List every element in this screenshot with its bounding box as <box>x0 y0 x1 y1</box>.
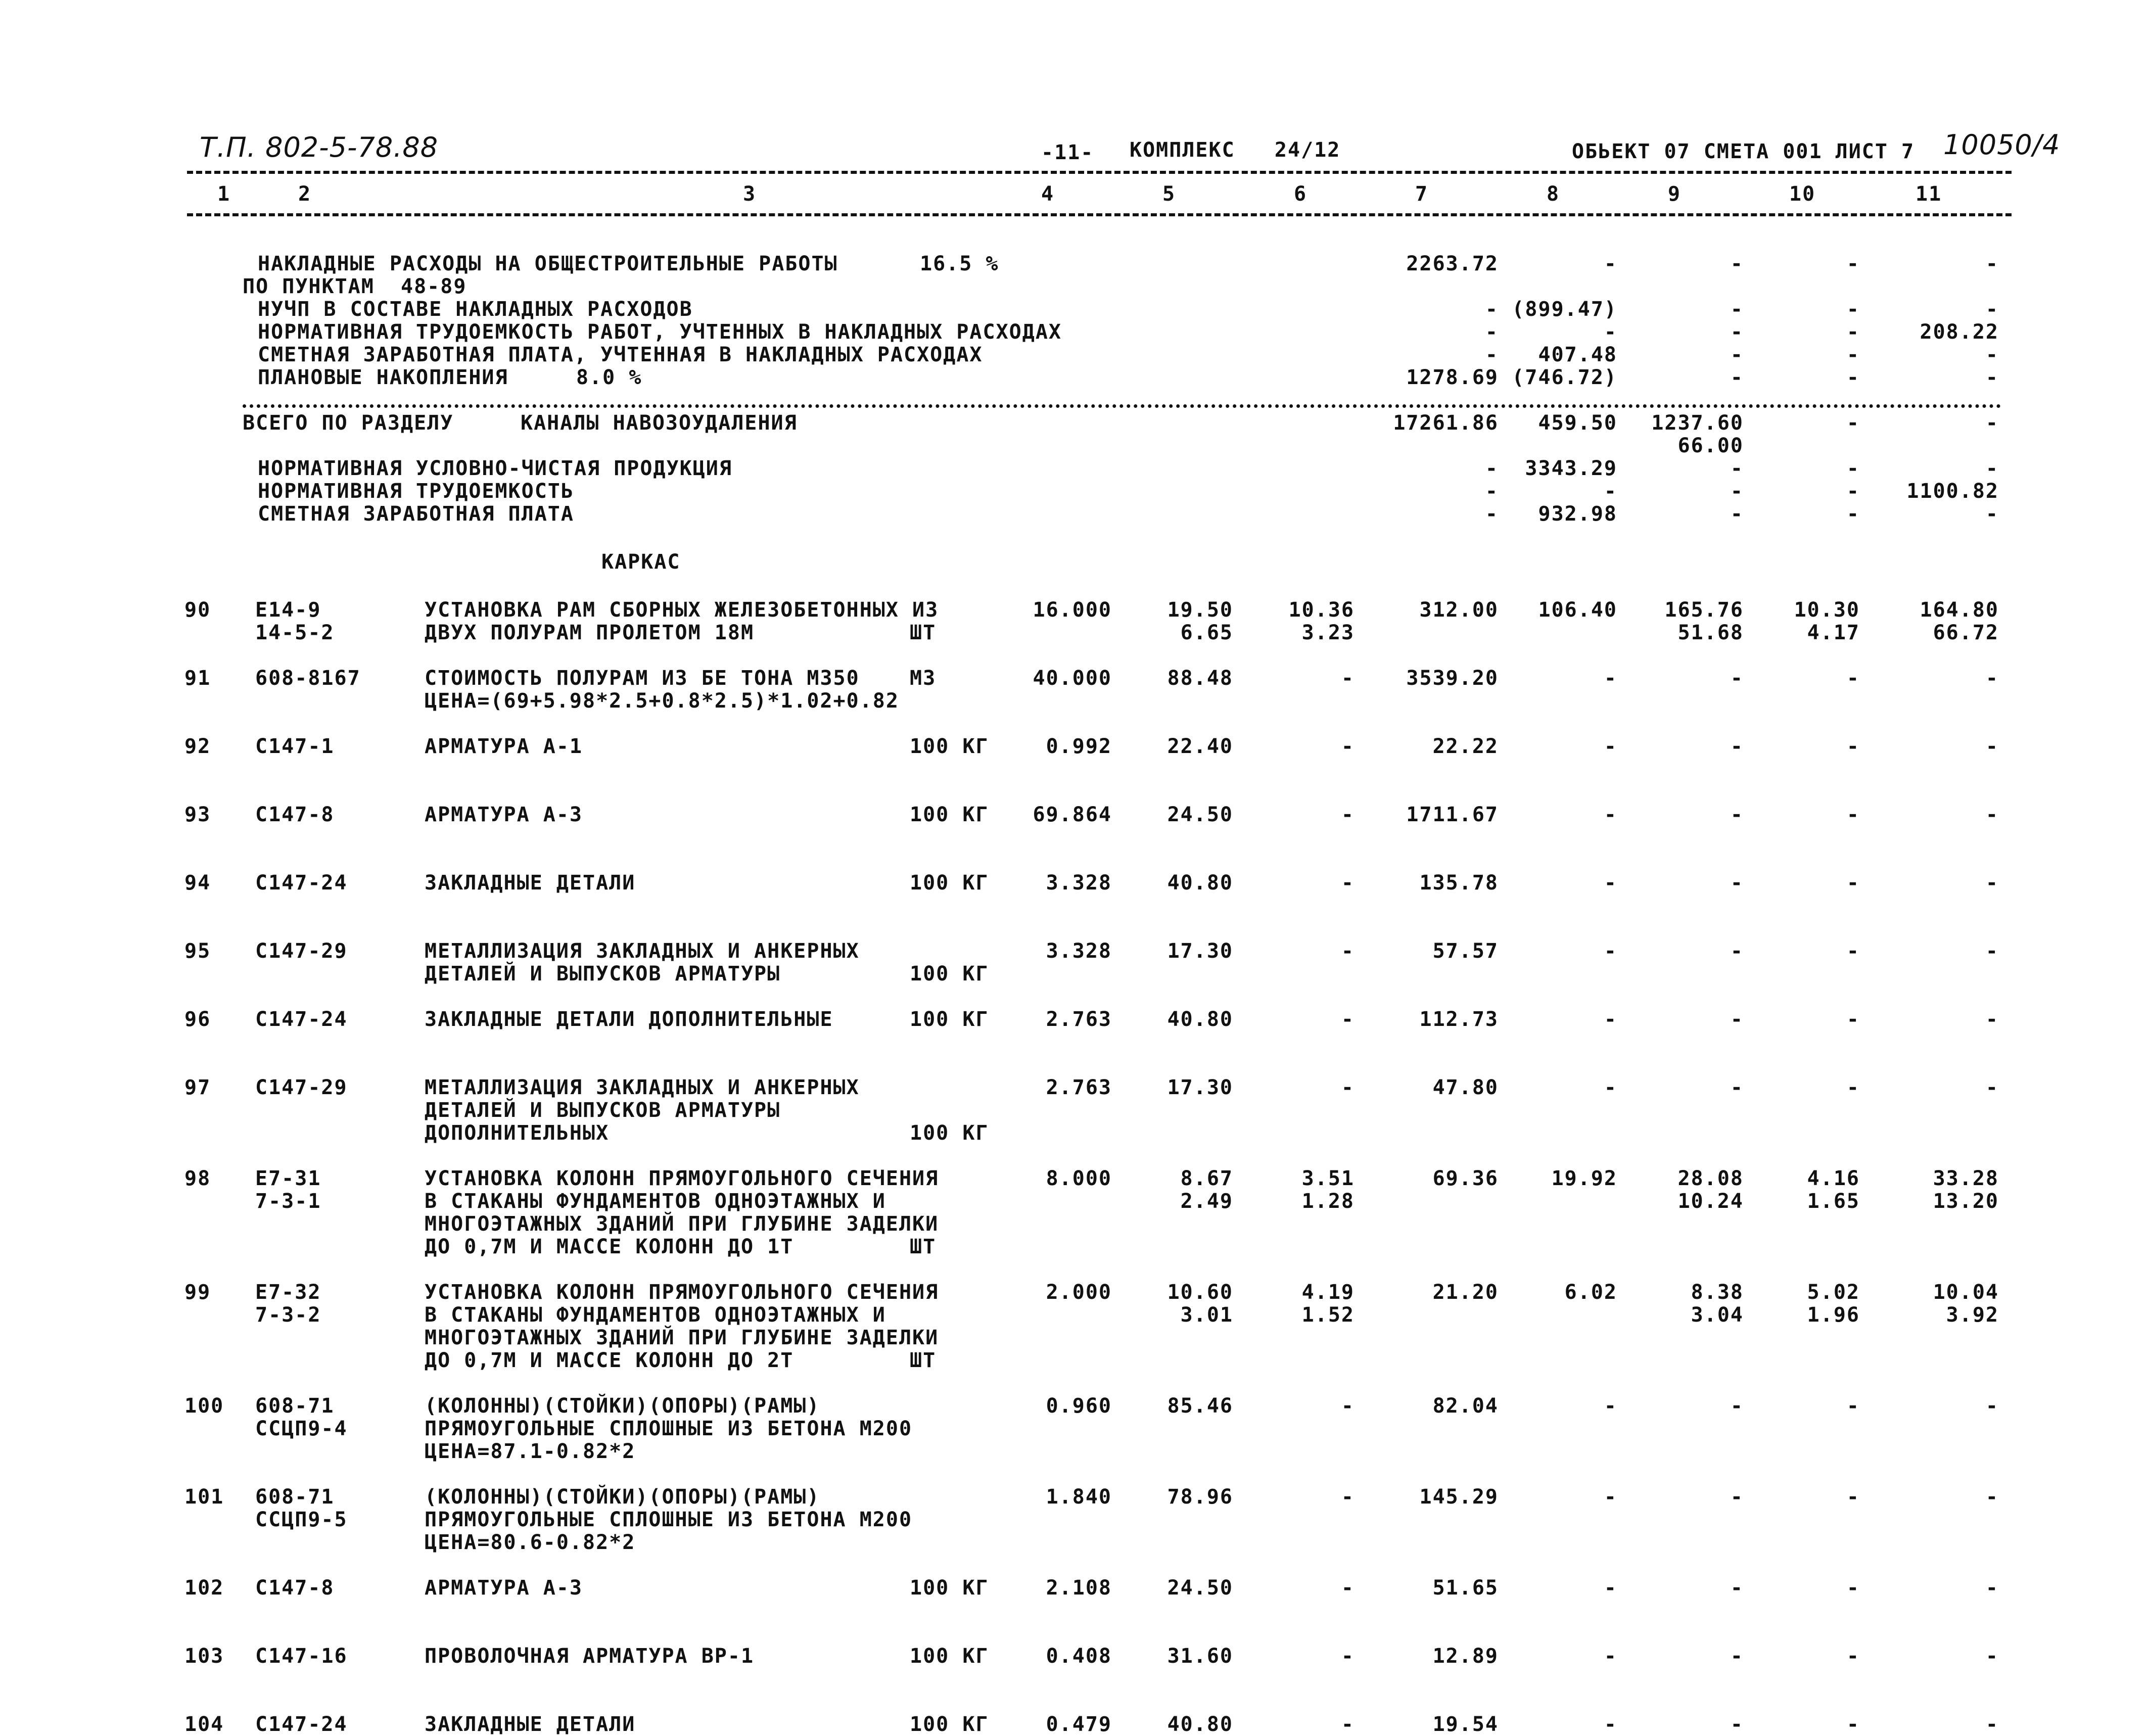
row-c5: 19.50 <box>1167 598 1233 622</box>
column-header-9: 9 <box>1668 182 1681 206</box>
row-c6: - <box>1341 871 1354 895</box>
row-c10: - <box>1846 871 1860 895</box>
overhead-c7: - <box>1485 343 1499 366</box>
row-name: ЦЕНА=87.1-0.82*2 <box>425 1440 636 1463</box>
row-name: ПРЯМОУГОЛЬНЫЕ СПЛОШНЫЕ ИЗ БЕТОНА М200 <box>425 1417 913 1440</box>
row-c6: - <box>1341 667 1354 690</box>
row-c9: 51.68 <box>1677 621 1744 644</box>
column-header-6: 6 <box>1294 182 1307 206</box>
row-c11: 13.20 <box>1933 1190 1999 1213</box>
section-total-c7: 17261.86 <box>1393 411 1499 435</box>
section-total-c9-extra: 66.00 <box>1677 434 1744 457</box>
row-c6: - <box>1341 1576 1354 1600</box>
column-header-4: 4 <box>1041 182 1055 206</box>
page-number: -11- <box>1041 141 1094 164</box>
section-total-label: ВСЕГО ПО РАЗДЕЛУ <box>243 411 454 435</box>
overhead-c11: - <box>1985 366 1999 389</box>
column-header-8: 8 <box>1547 182 1560 206</box>
row-c8: - <box>1604 1576 1617 1600</box>
row-unit: 100 КГ <box>910 1645 989 1668</box>
row-number: 92 <box>184 735 211 758</box>
row-number: 99 <box>184 1281 211 1304</box>
row-c6: 10.36 <box>1288 598 1354 622</box>
overhead-text: НУЧП В СОСТАВЕ НАКЛАДНЫХ РАСХОДОВ <box>258 298 693 321</box>
row-c6: 1.28 <box>1301 1190 1354 1213</box>
row-name: УСТАНОВКА КОЛОНН ПРЯМОУГОЛЬНОГО СЕЧЕНИЯ <box>425 1281 939 1304</box>
section-total-c9: 1237.60 <box>1651 411 1744 435</box>
row-c5: 88.48 <box>1167 667 1233 690</box>
row-c6: 4.19 <box>1301 1281 1354 1304</box>
totals-c7: - <box>1485 457 1499 480</box>
row-code: С147-24 <box>255 871 348 895</box>
column-header-3: 3 <box>743 182 757 206</box>
row-c5: 17.30 <box>1167 940 1233 963</box>
row-c10: - <box>1846 940 1860 963</box>
row-c9: 165.76 <box>1664 598 1744 622</box>
row-c9: - <box>1730 1394 1744 1418</box>
overhead-c8: - <box>1604 320 1617 344</box>
section-separator <box>243 404 2001 408</box>
row-c9: 10.24 <box>1677 1190 1744 1213</box>
row-total: 82.04 <box>1432 1394 1499 1418</box>
row-code: 608-8167 <box>255 667 361 690</box>
row-total: 21.20 <box>1432 1281 1499 1304</box>
totals-c7: - <box>1485 480 1499 503</box>
row-code: С147-8 <box>255 803 335 826</box>
row-c6: - <box>1341 1008 1354 1031</box>
row-c5: 17.30 <box>1167 1076 1233 1099</box>
overhead-c7: - <box>1485 298 1499 321</box>
totals-c10: - <box>1846 502 1860 526</box>
row-c10: 4.16 <box>1807 1167 1860 1190</box>
row-c6: 3.23 <box>1301 621 1354 644</box>
row-c5: 40.80 <box>1167 871 1233 895</box>
row-c8: - <box>1604 1645 1617 1668</box>
totals-c9: - <box>1730 480 1744 503</box>
totals-text: НОРМАТИВНАЯ ТРУДОЕМКОСТЬ <box>258 480 574 503</box>
row-c10: 4.17 <box>1807 621 1860 644</box>
row-name: ДО 0,7М И МАССЕ КОЛОНН ДО 1Т <box>425 1235 794 1258</box>
row-code: С147-8 <box>255 1576 335 1600</box>
row-c10: - <box>1846 1645 1860 1668</box>
totals-c8: - <box>1604 480 1617 503</box>
row-c8: - <box>1604 1713 1617 1736</box>
row-total: 312.00 <box>1419 598 1499 622</box>
overhead-percent: 16.5 % <box>920 252 999 275</box>
totals-c10: - <box>1846 457 1860 480</box>
totals-c11: - <box>1985 502 1999 526</box>
overhead-c8: (746.72) <box>1512 366 1617 389</box>
totals-text: НОРМАТИВНАЯ УСЛОВНО-ЧИСТАЯ ПРОДУКЦИЯ <box>258 457 732 480</box>
row-unit: ШТ <box>910 1235 937 1258</box>
row-quantity: 0.960 <box>1046 1394 1112 1418</box>
row-number: 102 <box>184 1576 224 1600</box>
overhead-c9: - <box>1730 320 1744 344</box>
column-header-10: 10 <box>1789 182 1816 206</box>
row-c10: - <box>1846 1008 1860 1031</box>
subsection-title: КАРКАС <box>601 550 681 574</box>
doc-code: Т.П. 802-5-78.88 <box>200 131 439 163</box>
row-code: ССЦП9-5 <box>255 1508 348 1531</box>
row-c5: 78.96 <box>1167 1485 1233 1509</box>
row-c10: - <box>1846 1713 1860 1736</box>
row-quantity: 1.840 <box>1046 1485 1112 1509</box>
row-total: 135.78 <box>1419 871 1499 895</box>
row-c5: 8.67 <box>1180 1167 1233 1190</box>
row-total: 47.80 <box>1432 1076 1499 1099</box>
row-number: 97 <box>184 1076 211 1099</box>
row-c8: - <box>1604 1485 1617 1509</box>
row-c9: - <box>1730 871 1744 895</box>
overhead-c10: - <box>1846 298 1860 321</box>
row-code: ССЦП9-4 <box>255 1417 348 1440</box>
row-c8: 19.92 <box>1551 1167 1617 1190</box>
row-code: С147-29 <box>255 1076 348 1099</box>
column-header-2: 2 <box>298 182 312 206</box>
row-c10: - <box>1846 667 1860 690</box>
row-c11: 66.72 <box>1933 621 1999 644</box>
row-name: СТОИМОСТЬ ПОЛУРАМ ИЗ БЕ ТОНА М350 <box>425 667 860 690</box>
row-c10: 10.30 <box>1794 598 1860 622</box>
row-quantity: 2.763 <box>1046 1008 1112 1031</box>
totals-c11: - <box>1985 457 1999 480</box>
row-c11: - <box>1985 803 1999 826</box>
overhead-c10: - <box>1846 343 1860 366</box>
row-c8: - <box>1604 735 1617 758</box>
row-code: Е7-32 <box>255 1281 321 1304</box>
row-quantity: 0.408 <box>1046 1645 1112 1668</box>
header-rule-bottom <box>187 213 2012 216</box>
row-c6: - <box>1341 1713 1354 1736</box>
row-unit: 100 КГ <box>910 803 989 826</box>
overhead-c9: - <box>1730 252 1744 275</box>
row-code: С147-24 <box>255 1008 348 1031</box>
row-c11: - <box>1985 871 1999 895</box>
row-c6: - <box>1341 1645 1354 1668</box>
row-c9: - <box>1730 1485 1744 1509</box>
row-name: АРМАТУРА А-1 <box>425 735 583 758</box>
totals-c9: - <box>1730 502 1744 526</box>
overhead-c10: - <box>1846 366 1860 389</box>
overhead-text: ПО ПУНКТАМ 48-89 <box>243 275 467 298</box>
row-c6: - <box>1341 1394 1354 1418</box>
row-c6: 1.52 <box>1301 1303 1354 1327</box>
row-quantity: 2.763 <box>1046 1076 1112 1099</box>
column-header-11: 11 <box>1916 182 1942 206</box>
row-name: ДЕТАЛЕЙ И ВЫПУСКОВ АРМАТУРЫ <box>425 1099 781 1122</box>
row-code: С147-16 <box>255 1645 348 1668</box>
row-name: ДОПОЛНИТЕЛЬНЫХ <box>425 1121 610 1145</box>
row-c9: - <box>1730 1576 1744 1600</box>
row-c8: - <box>1604 1008 1617 1031</box>
row-number: 90 <box>184 598 211 622</box>
row-code: С147-29 <box>255 940 348 963</box>
row-c8: - <box>1604 803 1617 826</box>
overhead-text: СМЕТНАЯ ЗАРАБОТНАЯ ПЛАТА, УЧТЕННАЯ В НАКЛАДНЫХ РАСХОДАХ <box>258 343 983 366</box>
overhead-c7: 2263.72 <box>1406 252 1499 275</box>
row-c5: 85.46 <box>1167 1394 1233 1418</box>
row-code: Е7-31 <box>255 1167 321 1190</box>
row-unit: 100 КГ <box>910 871 989 895</box>
overhead-c7: 1278.69 <box>1406 366 1499 389</box>
row-c8: - <box>1604 871 1617 895</box>
row-number: 95 <box>184 940 211 963</box>
row-c9: - <box>1730 1076 1744 1099</box>
row-name: МЕТАЛЛИЗАЦИЯ ЗАКЛАДНЫХ И АНКЕРНЫХ <box>425 940 860 963</box>
row-c11: 10.04 <box>1933 1281 1999 1304</box>
row-name: МЕТАЛЛИЗАЦИЯ ЗАКЛАДНЫХ И АНКЕРНЫХ <box>425 1076 860 1099</box>
row-c9: 3.04 <box>1691 1303 1744 1327</box>
row-unit: 100 КГ <box>910 1713 989 1736</box>
row-c11: - <box>1985 1076 1999 1099</box>
row-unit: 100 КГ <box>910 962 989 986</box>
row-total: 57.57 <box>1432 940 1499 963</box>
row-name: ДО 0,7М И МАССЕ КОЛОНН ДО 2Т <box>425 1349 794 1372</box>
row-name: ЦЕНА=80.6-0.82*2 <box>425 1531 636 1554</box>
row-c5: 2.49 <box>1180 1190 1233 1213</box>
row-c11: - <box>1985 735 1999 758</box>
overhead-c11: 208.22 <box>1920 320 1999 344</box>
overhead-text: ПЛАНОВЫЕ НАКОПЛЕНИЯ <box>258 366 508 389</box>
row-name: ЗАКЛАДНЫЕ ДЕТАЛИ ДОПОЛНИТЕЛЬНЫЕ <box>425 1008 833 1031</box>
row-c8: 6.02 <box>1564 1281 1617 1304</box>
row-c11: 164.80 <box>1920 598 1999 622</box>
row-c5: 24.50 <box>1167 1576 1233 1600</box>
row-c10: - <box>1846 735 1860 758</box>
row-quantity: 3.328 <box>1046 940 1112 963</box>
row-c10: 5.02 <box>1807 1281 1860 1304</box>
overhead-percent: 8.0 % <box>576 366 642 389</box>
row-c6: - <box>1341 940 1354 963</box>
row-quantity: 3.328 <box>1046 871 1112 895</box>
row-c11: - <box>1985 1485 1999 1509</box>
row-c5: 40.80 <box>1167 1008 1233 1031</box>
row-c11: - <box>1985 1645 1999 1668</box>
row-number: 94 <box>184 871 211 895</box>
row-c11: 33.28 <box>1933 1167 1999 1190</box>
row-unit: 100 КГ <box>910 1008 989 1031</box>
row-number: 98 <box>184 1167 211 1190</box>
overhead-c10: - <box>1846 320 1860 344</box>
row-number: 104 <box>184 1713 224 1736</box>
row-name: УСТАНОВКА КОЛОНН ПРЯМОУГОЛЬНОГО СЕЧЕНИЯ <box>425 1167 939 1190</box>
overhead-c9: - <box>1730 343 1744 366</box>
row-number: 103 <box>184 1645 224 1668</box>
row-name: ПРОВОЛОЧНАЯ АРМАТУРА ВР-1 <box>425 1645 755 1668</box>
row-c9: - <box>1730 803 1744 826</box>
row-c9: 28.08 <box>1677 1167 1744 1190</box>
row-number: 93 <box>184 803 211 826</box>
complex-label: КОМПЛЕКС 24/12 <box>1130 138 1341 162</box>
row-code: 7-3-2 <box>255 1303 321 1327</box>
row-c5: 24.50 <box>1167 803 1233 826</box>
column-header-7: 7 <box>1415 182 1429 206</box>
totals-c11: 1100.82 <box>1906 480 1999 503</box>
row-quantity: 0.992 <box>1046 735 1112 758</box>
row-name: ДВУХ ПОЛУРАМ ПРОЛЕТОМ 18М <box>425 621 755 644</box>
totals-c10: - <box>1846 480 1860 503</box>
row-total: 12.89 <box>1432 1645 1499 1668</box>
overhead-c8: 407.48 <box>1538 343 1617 366</box>
row-quantity: 2.000 <box>1046 1281 1112 1304</box>
row-c8: - <box>1604 940 1617 963</box>
row-c8: - <box>1604 1076 1617 1099</box>
row-name: АРМАТУРА А-3 <box>425 1576 583 1600</box>
row-code: 608-71 <box>255 1485 335 1509</box>
row-name: ЗАКЛАДНЫЕ ДЕТАЛИ <box>425 1713 636 1736</box>
row-c9: - <box>1730 1645 1744 1668</box>
row-name: АРМАТУРА А-3 <box>425 803 583 826</box>
overhead-c9: - <box>1730 298 1744 321</box>
row-name: ЗАКЛАДНЫЕ ДЕТАЛИ <box>425 871 636 895</box>
overhead-text: НАКЛАДНЫЕ РАСХОДЫ НА ОБЩЕСТРОИТЕЛЬНЫЕ РАБОТЫ <box>258 252 838 275</box>
row-code: 14-5-2 <box>255 621 335 644</box>
section-total-c11: - <box>1985 411 1999 435</box>
overhead-c10: - <box>1846 252 1860 275</box>
row-c10: - <box>1846 1576 1860 1600</box>
row-c6: 3.51 <box>1301 1167 1354 1190</box>
row-c11: 3.92 <box>1946 1303 1999 1327</box>
row-c11: - <box>1985 1576 1999 1600</box>
row-c5: 40.80 <box>1167 1713 1233 1736</box>
overhead-text: НОРМАТИВНАЯ ТРУДОЕМКОСТЬ РАБОТ, УЧТЕННЫХ В НАКЛАДНЫХ РАСХОДАХ <box>258 320 1062 344</box>
row-total: 1711.67 <box>1406 803 1499 826</box>
row-number: 101 <box>184 1485 224 1509</box>
row-c5: 22.40 <box>1167 735 1233 758</box>
overhead-c9: - <box>1730 366 1744 389</box>
row-quantity: 8.000 <box>1046 1167 1112 1190</box>
row-unit: ШТ <box>910 1349 937 1372</box>
row-c10: - <box>1846 1076 1860 1099</box>
row-c11: - <box>1985 940 1999 963</box>
row-c9: - <box>1730 940 1744 963</box>
overhead-c8: - <box>1604 252 1617 275</box>
row-c6: - <box>1341 803 1354 826</box>
row-name: ПРЯМОУГОЛЬНЫЕ СПЛОШНЫЕ ИЗ БЕТОНА М200 <box>425 1508 913 1531</box>
row-c6: - <box>1341 735 1354 758</box>
row-c11: - <box>1985 1008 1999 1031</box>
overhead-c7: - <box>1485 320 1499 344</box>
row-quantity: 2.108 <box>1046 1576 1112 1600</box>
row-c11: - <box>1985 667 1999 690</box>
row-name: (КОЛОННЫ)(СТОЙКИ)(ОПОРЫ)(РАМЫ) <box>425 1394 820 1418</box>
row-total: 3539.20 <box>1406 667 1499 690</box>
row-c11: - <box>1985 1713 1999 1736</box>
row-c5: 6.65 <box>1180 621 1233 644</box>
row-total: 112.73 <box>1419 1008 1499 1031</box>
row-c8: 106.40 <box>1538 598 1617 622</box>
row-c5: 31.60 <box>1167 1645 1233 1668</box>
row-c10: 1.65 <box>1807 1190 1860 1213</box>
row-code: С147-1 <box>255 735 335 758</box>
row-code: Е14-9 <box>255 598 321 622</box>
row-number: 100 <box>184 1394 224 1418</box>
overhead-c11: - <box>1985 343 1999 366</box>
row-quantity: 0.479 <box>1046 1713 1112 1736</box>
row-unit: М3 <box>910 667 937 690</box>
row-c9: 8.38 <box>1691 1281 1744 1304</box>
row-total: 19.54 <box>1432 1713 1499 1736</box>
row-total: 22.22 <box>1432 735 1499 758</box>
row-unit: 100 КГ <box>910 735 989 758</box>
row-c10: 1.96 <box>1807 1303 1860 1327</box>
row-c9: - <box>1730 735 1744 758</box>
row-name: ДЕТАЛЕЙ И ВЫПУСКОВ АРМАТУРЫ <box>425 962 781 986</box>
row-c6: - <box>1341 1076 1354 1099</box>
row-c5: 3.01 <box>1180 1303 1233 1327</box>
totals-text: СМЕТНАЯ ЗАРАБОТНАЯ ПЛАТА <box>258 502 574 526</box>
header-rule-top <box>187 171 2012 174</box>
row-total: 69.36 <box>1432 1167 1499 1190</box>
row-name: ЦЕНА=(69+5.98*2.5+0.8*2.5)*1.02+0.82 <box>425 689 899 713</box>
row-unit: 100 КГ <box>910 1576 989 1600</box>
row-c5: 10.60 <box>1167 1281 1233 1304</box>
row-number: 96 <box>184 1008 211 1031</box>
column-header-5: 5 <box>1162 182 1176 206</box>
row-c9: - <box>1730 1713 1744 1736</box>
row-c8: - <box>1604 1394 1617 1418</box>
row-code: 7-3-1 <box>255 1190 321 1213</box>
totals-c7: - <box>1485 502 1499 526</box>
row-total: 51.65 <box>1432 1576 1499 1600</box>
overhead-c11: - <box>1985 298 1999 321</box>
row-unit: ШТ <box>910 621 937 644</box>
row-c10: - <box>1846 1485 1860 1509</box>
row-number: 91 <box>184 667 211 690</box>
row-code: С147-24 <box>255 1713 348 1736</box>
row-code: 608-71 <box>255 1394 335 1418</box>
row-c6: - <box>1341 1485 1354 1509</box>
row-c8: - <box>1604 667 1617 690</box>
totals-c8: 3343.29 <box>1525 457 1617 480</box>
stamp-number: 10050/4 <box>1943 129 2061 161</box>
section-total-c10: - <box>1846 411 1860 435</box>
row-c9: - <box>1730 667 1744 690</box>
row-name: МНОГОЭТАЖНЫХ ЗДАНИЙ ПРИ ГЛУБИНЕ ЗАДЕЛКИ <box>425 1212 939 1236</box>
totals-c9: - <box>1730 457 1744 480</box>
row-quantity: 69.864 <box>1033 803 1112 826</box>
row-name: В СТАКАНЫ ФУНДАМЕНТОВ ОДНОЭТАЖНЫХ И <box>425 1303 886 1327</box>
row-c10: - <box>1846 1394 1860 1418</box>
object-label: ОБЬЕКТ 07 СМЕТА 001 ЛИСТ 7 <box>1572 140 1915 163</box>
row-quantity: 16.000 <box>1033 598 1112 622</box>
row-total: 145.29 <box>1419 1485 1499 1509</box>
section-total-c8: 459.50 <box>1538 411 1617 435</box>
section-total-name: КАНАЛЫ НАВОЗОУДАЛЕНИЯ <box>521 411 798 435</box>
overhead-c11: - <box>1985 252 1999 275</box>
row-unit: 100 КГ <box>910 1121 989 1145</box>
row-name: УСТАНОВКА РАМ СБОРНЫХ ЖЕЛЕЗОБЕТОННЫХ ИЗ <box>425 598 939 622</box>
row-c10: - <box>1846 803 1860 826</box>
row-name: В СТАКАНЫ ФУНДАМЕНТОВ ОДНОЭТАЖНЫХ И <box>425 1190 886 1213</box>
column-header-1: 1 <box>217 182 231 206</box>
overhead-c8: (899.47) <box>1512 298 1617 321</box>
totals-c8: 932.98 <box>1538 502 1617 526</box>
row-quantity: 40.000 <box>1033 667 1112 690</box>
row-name: (КОЛОННЫ)(СТОЙКИ)(ОПОРЫ)(РАМЫ) <box>425 1485 820 1509</box>
row-c9: - <box>1730 1008 1744 1031</box>
row-name: МНОГОЭТАЖНЫХ ЗДАНИЙ ПРИ ГЛУБИНЕ ЗАДЕЛКИ <box>425 1326 939 1349</box>
row-c11: - <box>1985 1394 1999 1418</box>
